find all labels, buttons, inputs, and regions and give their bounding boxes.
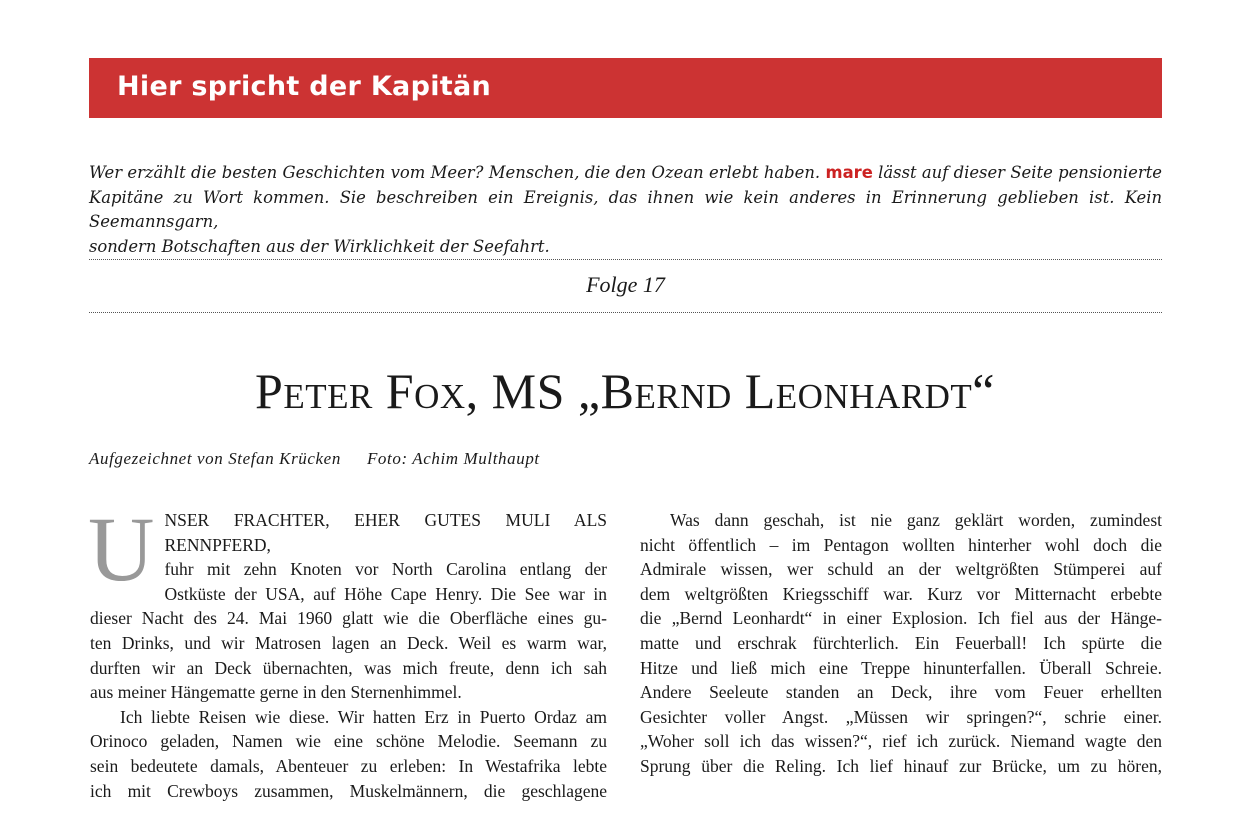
intro-line <box>89 161 1162 186</box>
section-title: Hier spricht der Kapitän <box>117 71 492 102</box>
text-line: NSER FRACHTER, EHER GUTES MULI ALS RENNPFERD, <box>164 510 607 555</box>
text-line: Orinoco geladen, Namen wie eine schöne Melodie. Seemann zu <box>90 731 607 752</box>
brand-name: mare <box>825 163 873 182</box>
text-line: ten Drinks, und wir Matrosen lagen an Deck. Weil es warm war, <box>90 632 607 653</box>
dotted-divider <box>89 312 1162 313</box>
intro-line: Kapitäne zu Wort kommen. Sie beschreiben ein Ereignis, das ihnen wie kein anderes in Erinnerung geblieben ist. Kein Seemannsgarn, <box>89 187 1162 232</box>
text-line: dem weltgrößten Kriegsschiff war. Kurz vor Mitternacht erbebte <box>640 583 1162 604</box>
dotted-divider <box>89 259 1162 260</box>
intro-paragraph <box>89 161 1162 259</box>
article-column-right <box>640 508 1162 780</box>
text-line: Gesichter voller Angst. „Müssen wir springen?“, schrie einer. <box>640 706 1162 727</box>
text-line: sein bedeutete damals, Abenteuer zu erleben: In Westafrika lebte <box>90 755 607 776</box>
text-line: fuhr mit zehn Knoten vor North Carolina entlang der <box>164 559 607 580</box>
text-line: dieser Nacht des 24. Mai 1960 glatt wie die Oberfläche eines gu- <box>90 608 607 629</box>
intro-line: sondern Botschaften aus der Wirklichkeit der Seefahrt. <box>89 236 550 256</box>
byline <box>89 449 540 469</box>
drop-cap: U <box>88 498 155 600</box>
episode-label: Folge 17 <box>586 272 665 297</box>
text-line: Was dann geschah, ist nie ganz geklärt worden, zumindest <box>670 510 1162 530</box>
text-line: Ich liebte Reisen wie diese. Wir hatten Erz in Puerto Ordaz am <box>120 706 607 727</box>
text-line: Andere Seeleute standen an Deck, ihre vom Feuer erhellten <box>640 682 1162 703</box>
text-line: ich mit Crewboys zusammen, Muskelmännern, die geschlagene <box>90 780 607 801</box>
text-line: „Woher soll ich das wissen?“, rief ich zurück. Niemand wagte den <box>640 731 1162 752</box>
intro-text: lässt auf dieser Seite pensionierte <box>878 163 1162 182</box>
text-line: aus meiner Hängematte gerne in den Sternenhimmel. <box>90 682 462 703</box>
section-header-band <box>89 58 1162 118</box>
text-line: matte und erschrak fürchterlich. Ein Feuerball! Ich spürte die <box>640 632 1162 653</box>
text-line: nicht öffentlich – im Pentagon wollten hinterher wohl doch die <box>640 534 1162 555</box>
intro-text: Wer erzählt die besten Geschichten vom Meer? Menschen, die den Ozean erlebt haben. <box>89 163 821 182</box>
paragraph <box>640 508 1162 779</box>
photo-credit: Foto: Achim Multhaupt <box>366 449 540 468</box>
text-line: durften wir an Deck übernachten, was mich freute, denn ich sah <box>90 657 607 678</box>
text-line: Ostküste der USA, auf Höhe Cape Henry. Die See war in <box>164 583 607 604</box>
paragraph <box>90 705 607 803</box>
text-line: Admirale wissen, wer schuld an der weltgrößten Stümperei auf <box>640 559 1162 580</box>
article-column-left <box>88 498 607 801</box>
text-line: Hitze und ließ mich eine Treppe hinunterfallen. Überall Schreie. <box>640 657 1162 678</box>
author-credit: Aufgezeichnet von Stefan Krücken <box>89 449 341 468</box>
text-line: die „Bernd Leonhardt“ in einer Explosion. Ich fiel aus der Hänge- <box>640 608 1162 629</box>
paragraph <box>88 498 607 705</box>
article-headline: Peter Fox, MS „Bernd Leonhardt“ <box>255 363 995 419</box>
text-line: Sprung über die Reling. Ich lief hinauf zur Brücke, um zu hören, <box>640 755 1162 776</box>
